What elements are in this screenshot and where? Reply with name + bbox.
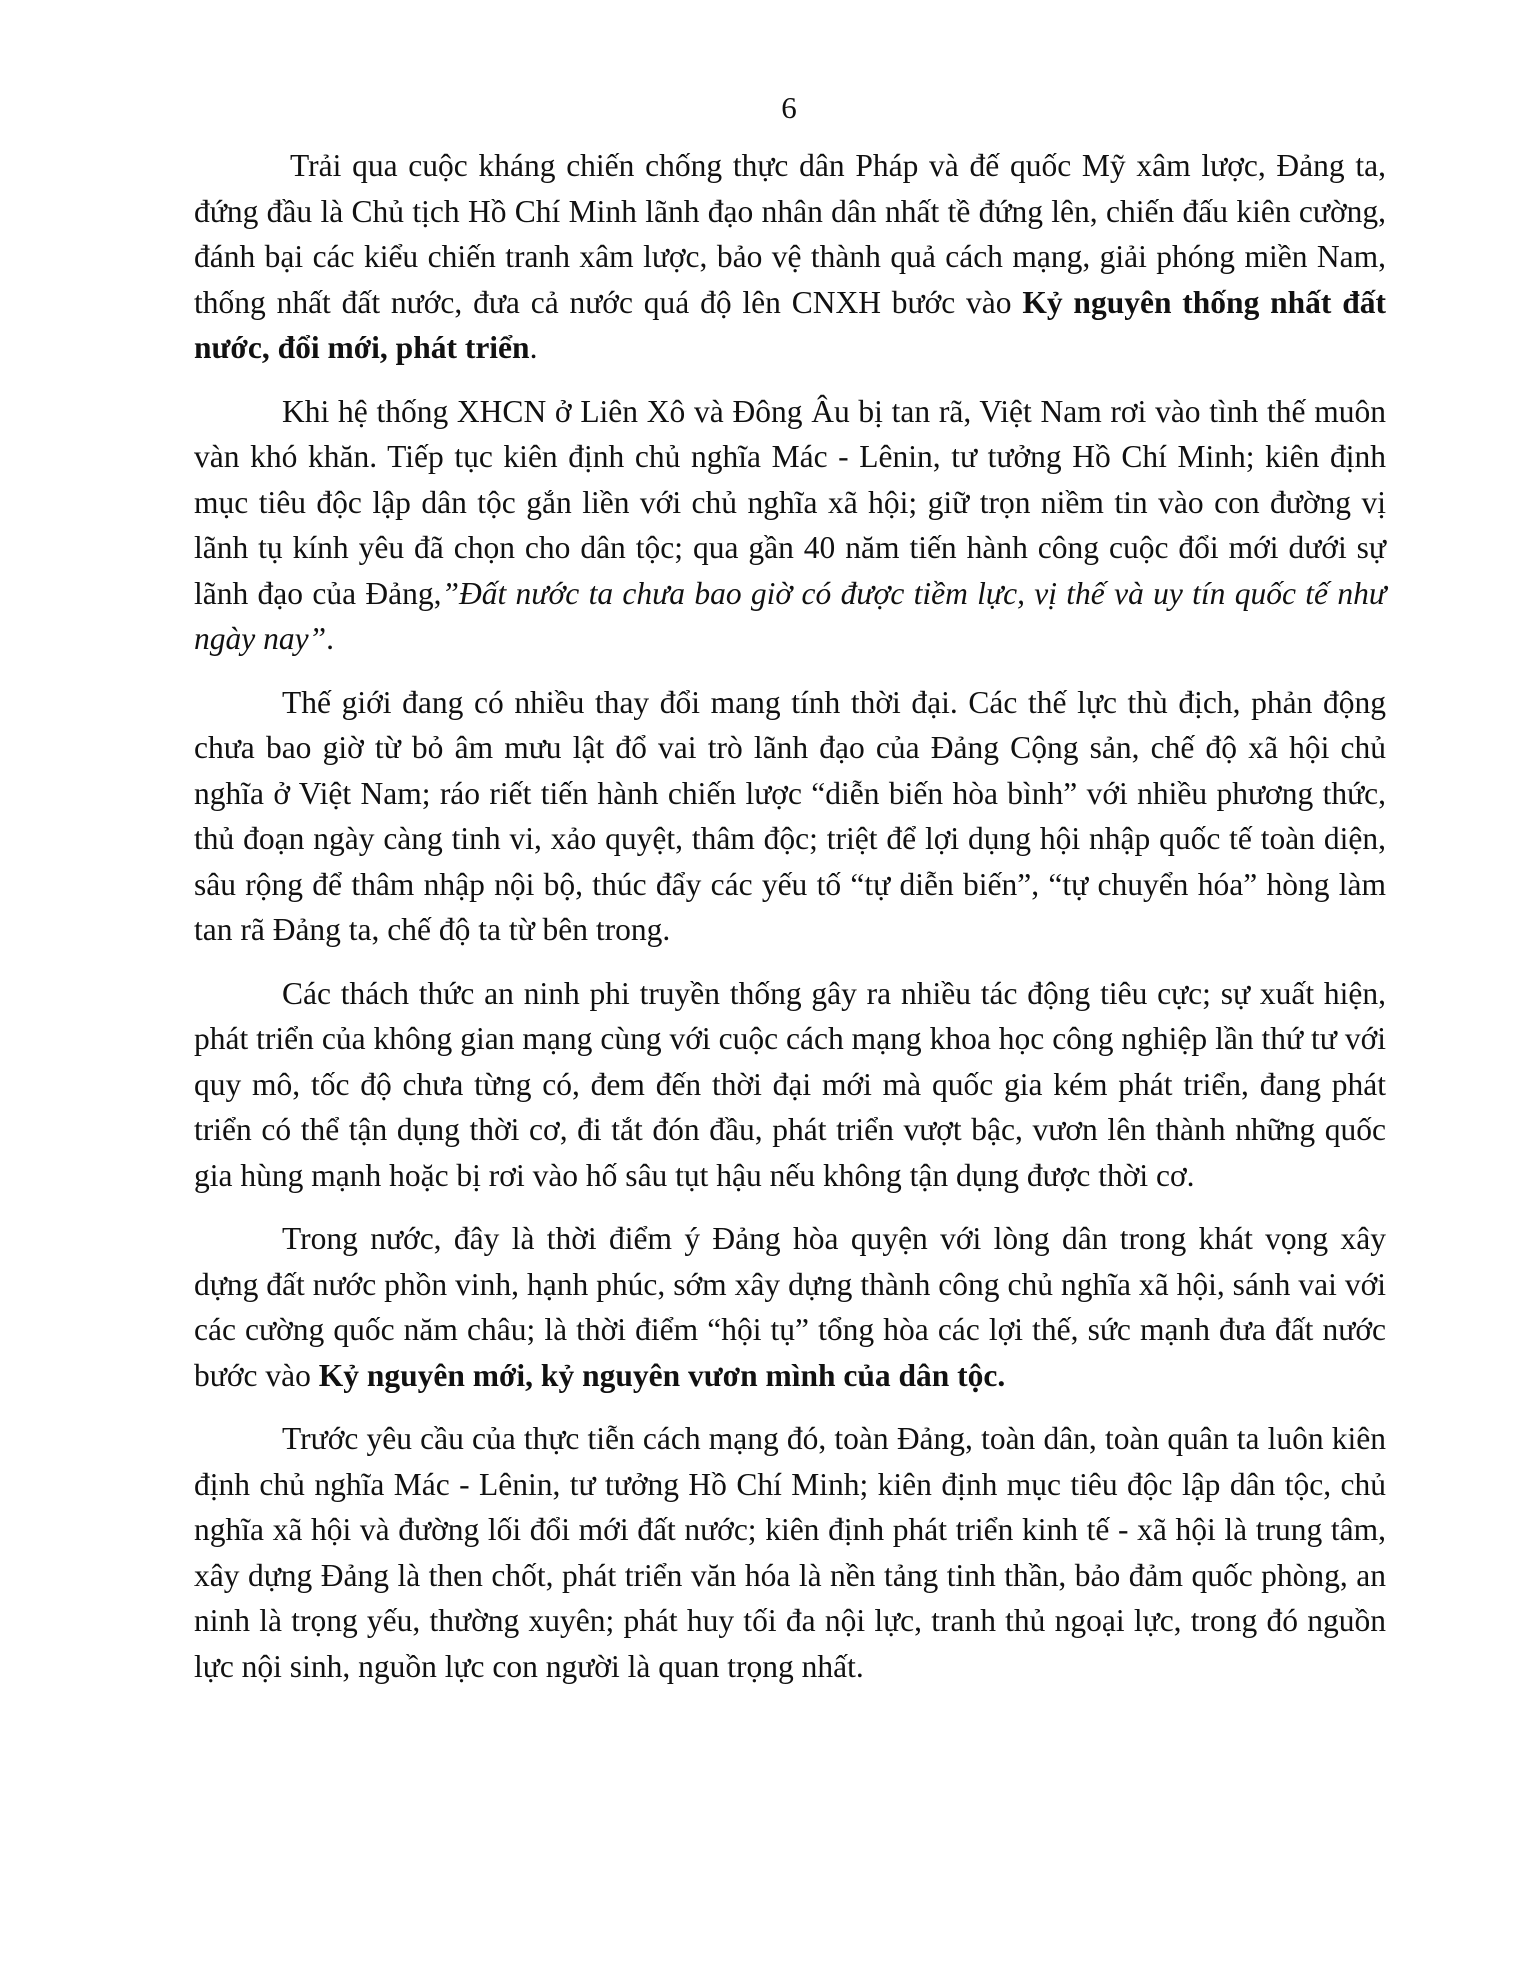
text-run: . xyxy=(326,621,334,656)
italic-quote-run: ”Đất nước ta chưa bao giờ có được tiềm lực, vị thế và uy tín quốc tế như ngày nay” xyxy=(194,575,1386,656)
text-run: Các thách thức an ninh phi truyền thống gây ra nhiều tác động tiêu cực; sự xuất hiện, phát triển của không gian mạng cùng với cuộc cách mạng khoa học công nghiệp lần thứ tư với quy mô, tốc độ chưa từng có, đem đến thời đại mới mà quốc gia kém phát triển, đang phát triển có thể tận dụng thời cơ, đi tắt đón đầu, phát triển vượt bậc, vươn lên thành những quốc gia hùng mạnh hoặc bị rơi vào hố sâu tụt hậu nếu không tận dụng được thời cơ. xyxy=(194,975,1386,1193)
paragraph xyxy=(194,971,1386,1199)
paragraph xyxy=(194,680,1386,953)
paragraph xyxy=(194,1416,1386,1689)
document-body xyxy=(194,143,1386,1707)
paragraph xyxy=(194,143,1386,371)
text-run: Khi hệ thống XHCN ở Liên Xô và Đông Âu bị tan rã, Việt Nam rơi vào tình thế muôn vàn khó khăn. Tiếp tục kiên định chủ nghĩa Mác - Lênin, tư tưởng Hồ Chí Minh; kiên định mục tiêu độc lập dân tộc gắn liền với chủ nghĩa xã hội; giữ trọn niềm tin vào con đường vị lãnh tụ kính yêu đã chọn cho dân tộc; qua gần 40 năm tiến hành công cuộc đổi mới dưới sự lãnh đạo của Đảng, xyxy=(194,393,1386,611)
text-run: . xyxy=(529,330,538,365)
page-number: 6 xyxy=(781,90,797,125)
paragraph xyxy=(194,1216,1386,1398)
text-run: Trải qua cuộc kháng chiến chống thực dân Pháp và đế quốc Mỹ xâm lược, Đảng ta, đứng đầu là Chủ tịch Hồ Chí Minh lãnh đạo nhân dân nhất tề đứng lên, chiến đấu kiên cường, đánh bại các kiểu chiến tranh xâm lược, bảo vệ thành quả cách mạng, giải phóng miền Nam, thống nhất đất nước, đưa cả nước quá độ lên CNXH bước vào xyxy=(194,148,1386,320)
bold-text-run: Kỷ nguyên mới, kỷ nguyên vươn mình của dân tộc. xyxy=(318,1357,1006,1393)
bold-text-run: Kỷ nguyên thống nhất đất nước, đổi mới, phát triển xyxy=(194,284,1386,365)
paragraph xyxy=(194,389,1386,662)
text-run: Thế giới đang có nhiều thay đổi mang tính thời đại. Các thế lực thù địch, phản động chưa bao giờ từ bỏ âm mưu lật đổ vai trò lãnh đạo của Đảng Cộng sản, chế độ xã hội chủ nghĩa ở Việt Nam; ráo riết tiến hành chiến lược “diễn biến hòa bình” với nhiều phương thức, thủ đoạn ngày càng tinh vi, xảo quyệt, thâm độc; triệt để lợi dụng hội nhập quốc tế toàn diện, sâu rộng để thâm nhập nội bộ, thúc đẩy các yếu tố “tự diễn biến”, “tự chuyển hóa” hòng làm tan rã Đảng ta, chế độ ta từ bên trong. xyxy=(194,684,1386,947)
text-run: Trước yêu cầu của thực tiễn cách mạng đó, toàn Đảng, toàn dân, toàn quân ta luôn kiên định chủ nghĩa Mác - Lênin, tư tưởng Hồ Chí Minh; kiên định mục tiêu độc lập dân tộc, chủ nghĩa xã hội và đường lối đổi mới đất nước; kiên định phát triển kinh tế - xã hội là trung tâm, xây dựng Đảng là then chốt, phát triển văn hóa là nền tảng tinh thần, bảo đảm quốc phòng, an ninh là trọng yếu, thường xuyên; phát huy tối đa nội lực, tranh thủ ngoại lực, trong đó nguồn lực nội sinh, nguồn lực con người là quan trọng nhất. xyxy=(194,1421,1386,1684)
text-run: Trong nước, đây là thời điểm ý Đảng hòa quyện với lòng dân trong khát vọng xây dựng đất nước phồn vinh, hạnh phúc, sớm xây dựng thành công chủ nghĩa xã hội, sánh vai với các cường quốc năm châu; là thời điểm “hội tụ” tổng hòa các lợi thế, sức mạnh đưa đất nước bước vào xyxy=(194,1221,1386,1393)
